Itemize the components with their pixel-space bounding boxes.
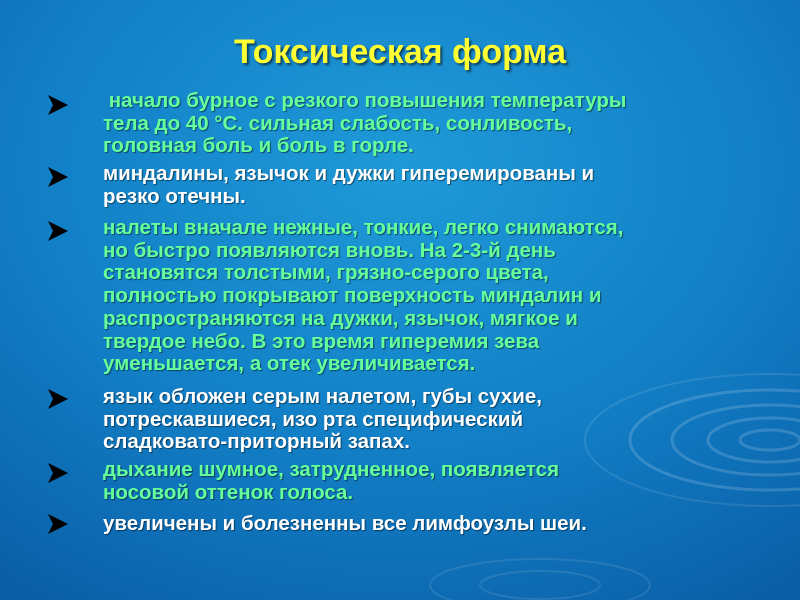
bullet-line: дыхание шумное, затрудненное, появляется	[103, 458, 560, 481]
arrow-bullet-icon	[46, 388, 70, 410]
bullet-line: тела до 40 °С. сильная слабость, сонливость,	[103, 111, 573, 135]
arrow-bullet-icon	[46, 166, 70, 188]
bullet-line: твердое небо. В это время гиперемия зева	[103, 329, 540, 353]
bullet-line: миндалины, язычок и дужки гиперемированы и	[103, 162, 595, 185]
bullet-item-plaques	[103, 217, 733, 376]
bullet-line: носовой оттенок голоса.	[103, 480, 354, 504]
bullet-line: налеты вначале нежные, тонкие, легко снимаются,	[103, 216, 624, 239]
slide-title: Токсическая форма	[233, 33, 567, 71]
arrow-bullet-icon	[46, 220, 70, 242]
bullet-line: увеличены и болезненны все лимфоузлы шеи.	[103, 512, 587, 535]
bullet-item-breathing	[103, 459, 733, 504]
bullet-line: сладковато-приторный запах.	[103, 430, 410, 454]
arrow-bullet-icon	[46, 462, 70, 484]
bullet-line: уменьшается, а отек увеличивается.	[103, 352, 476, 376]
bullet-line: резко отечны.	[103, 184, 246, 208]
arrow-bullet-icon	[46, 94, 70, 116]
bullet-line: головная боль и боль в горле.	[103, 134, 414, 158]
bullet-line: но быстро появляются вновь. На 2-3-й день	[103, 238, 556, 262]
arrow-bullet-icon	[46, 513, 70, 535]
bullet-line: язык обложен серым налетом, губы сухие,	[103, 385, 542, 408]
bullet-line: полностью покрывают поверхность миндалин и	[103, 284, 602, 308]
bullet-line: потрескавшиеся, изо рта специфический	[103, 407, 524, 431]
bullet-line: распространяются на дужки, язычок, мягкое и	[103, 306, 578, 330]
bullet-item-lymph-nodes	[103, 513, 733, 536]
bullet-item-tongue	[103, 386, 733, 454]
bullet-item-onset	[103, 90, 733, 158]
bullet-item-tonsils	[103, 163, 733, 208]
bullet-line: начало бурное с резкого повышения температуры	[103, 89, 627, 112]
bullet-line: становятся толстыми, грязно-серого цвета,	[103, 261, 549, 285]
